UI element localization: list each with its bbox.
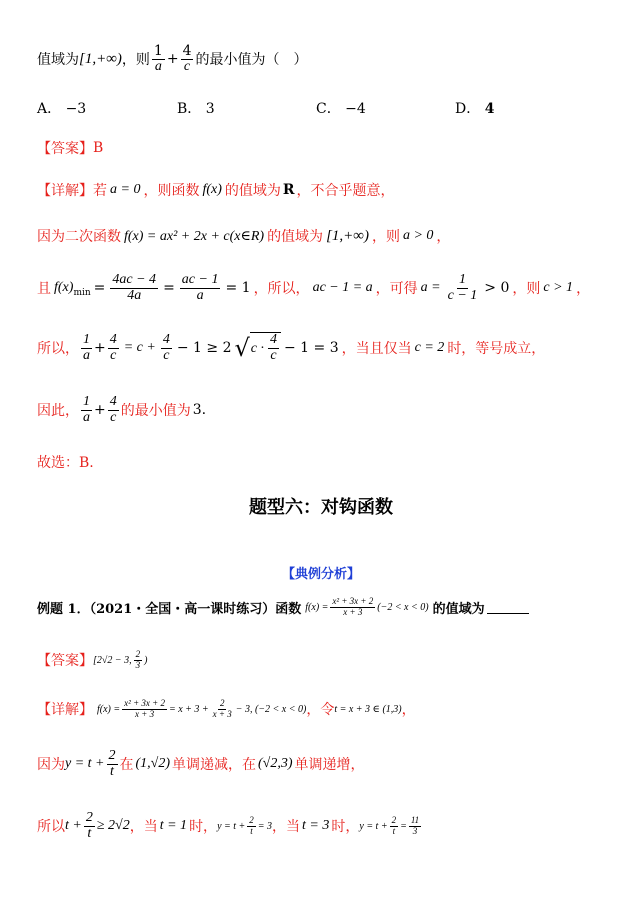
fraction-4-over-c: $\frac{4}{c}$ [182, 42, 192, 74]
math: ) [144, 654, 148, 666]
math [65, 811, 130, 841]
math: t = 3 [302, 818, 330, 833]
math-R: R [282, 182, 295, 198]
subscript: min [73, 288, 91, 298]
math: f(x) [202, 182, 222, 197]
fraction: $\frac{ac - 1}{a}$ [181, 271, 219, 303]
math: y = t + [65, 756, 105, 771]
math: f(x) [54, 280, 74, 295]
detail-tag: 【详解】 [37, 702, 93, 718]
math: f(x) = [305, 601, 329, 613]
example-label: 例题 1．（2021・全国・高一课时练习）函数 [37, 601, 302, 617]
math: t = 1 [159, 818, 188, 833]
text: ，当且仅当 [341, 341, 412, 357]
fraction: $\frac{2}{t}$ [249, 815, 254, 836]
detail1-line-2 [37, 226, 450, 246]
question-suffix: 的最小值为（ ） [195, 52, 308, 68]
fraction: $\frac{1}{a}$ [83, 393, 90, 425]
text: ，所以， [253, 281, 310, 297]
math [65, 749, 120, 779]
text: ，不合乎题意， [296, 183, 395, 199]
text: 若 [93, 183, 107, 199]
math: t + [65, 818, 82, 833]
text: ，当 [129, 819, 158, 835]
math: + [94, 402, 106, 418]
text: 时，等号成立， [447, 341, 546, 357]
math: (−2 < x < 0) [377, 601, 429, 613]
text: ，则 [371, 229, 400, 245]
math: a > 0 [402, 228, 434, 243]
detail1-line-6 [37, 452, 94, 472]
math [97, 699, 306, 719]
option-a: A． −3 [37, 101, 87, 117]
math: ≥ 2√2 [96, 818, 130, 833]
answer-tag: 【答案】 [37, 653, 93, 669]
math: = [163, 280, 175, 296]
sqrt-icon: √ [234, 334, 250, 362]
fraction: $\frac{4}{c}$ [109, 331, 117, 363]
math: − 1 = 3 [284, 340, 339, 356]
text: 的值域为 [432, 601, 485, 617]
answer-blank [487, 601, 529, 614]
math: c > 1 [543, 280, 574, 295]
detail1-line-3 [37, 270, 590, 306]
math [79, 332, 342, 363]
answer-value: B [93, 140, 104, 156]
detail2-line-3 [37, 806, 423, 846]
text: 因此， [37, 403, 79, 419]
answer-line-2 [37, 643, 147, 677]
text: 的值域为 [224, 183, 281, 199]
text: 单调递增， [294, 757, 365, 773]
fraction: $\frac{1}{a}$ [83, 331, 90, 363]
fraction: $\frac{4}{c}$ [270, 332, 277, 363]
text: ，则函数 [143, 183, 200, 199]
text: 因为二次函数 [37, 229, 121, 245]
fraction: $\frac{\text{x² + 3x + 2}}{x + 3}$ [332, 596, 374, 617]
math: a = 0 [110, 182, 141, 197]
detail1-line-5 [37, 392, 206, 428]
detail-tag: 【详解】 [37, 183, 93, 199]
math: (1,√2) [135, 756, 171, 771]
math: 3. [192, 402, 207, 418]
question-line [37, 42, 307, 76]
math: c = 2 [414, 340, 445, 355]
text: ，令 [306, 702, 335, 718]
fraction: $\frac{4}{c}$ [109, 393, 117, 425]
text: 在 [119, 757, 134, 773]
answer-tag: 【答案】 [37, 141, 93, 157]
detail2-line-1 [37, 692, 416, 726]
question-interval: [1,+∞) [79, 50, 122, 67]
option-b: B． 3 [177, 101, 215, 117]
math [93, 650, 147, 670]
math: y = t + [359, 820, 388, 832]
math: f(x) = [97, 703, 121, 715]
text: ， [401, 702, 416, 718]
text: ， [576, 281, 591, 297]
math: t = x + 3 ∈ (1,3) [334, 703, 402, 715]
math: > 0 [484, 280, 510, 296]
text: ，则 [512, 281, 541, 297]
text: 故选：B. [37, 455, 94, 471]
math: a = [420, 280, 441, 295]
option-d: D． 4 [455, 101, 495, 117]
option-c: C． −4 [316, 101, 366, 117]
question-prefix: 值域为 [37, 52, 79, 68]
sqrt-content [250, 332, 281, 363]
math: = [400, 820, 407, 832]
fraction-1-over-a: $\frac{1}{a}$ [153, 42, 163, 74]
text: 因为 [37, 757, 65, 773]
math [359, 816, 423, 836]
plus-sign: + [166, 51, 179, 67]
math: c · [250, 340, 264, 356]
math: = x + 3 + [168, 703, 209, 715]
fraction: $\frac{2}{t}$ [108, 747, 116, 779]
fraction: $\frac{\text{x² + 3x + 2}}{x + 3}$ [124, 698, 165, 719]
text: ，可得 [375, 281, 418, 297]
detail1-line-4 [37, 330, 545, 366]
math: (√2,3) [258, 756, 293, 771]
math: [1,+∞) [326, 227, 369, 244]
fraction: $\frac{4ac - 4}{4a}$ [112, 271, 157, 303]
section-title: 题型六：对钩函数 [249, 497, 393, 518]
question-mid: ，则 [121, 52, 150, 68]
math: [2√2 − 3, [93, 654, 132, 666]
math: f(x) = ax² + 2x + c(x∈R) [124, 228, 265, 244]
math: + [94, 340, 106, 356]
text: 时， [331, 819, 360, 835]
text: 所以， [37, 341, 79, 357]
math: = [93, 280, 106, 296]
text: 的值域为 [267, 229, 324, 245]
fraction: $\frac{11}{3}$ [410, 815, 420, 836]
math [418, 273, 513, 303]
fraction: $\frac{4}{c}$ [162, 331, 170, 363]
math [51, 273, 254, 303]
fraction: $\frac{1}{c - 1}$ [447, 271, 478, 303]
text: 单调递减，在 [172, 757, 257, 773]
math: − 3, (−2 < x < 0) [235, 703, 307, 715]
math: = 3 [257, 820, 273, 832]
math [305, 597, 428, 617]
math: − 1 ≥ 2 [176, 340, 232, 356]
fraction: $\frac{2}{t}$ [85, 809, 93, 841]
math: = c + [123, 340, 156, 355]
math: ac − 1 = a [312, 280, 373, 295]
text: ， [436, 229, 451, 245]
detail2-line-2 [37, 746, 365, 782]
math [217, 816, 272, 836]
fraction: $\frac{2}{t}$ [391, 815, 397, 836]
example-line [37, 590, 529, 624]
fraction: $\frac{2}{x + 3}$ [212, 698, 232, 719]
text: 且 [37, 281, 51, 297]
text: ，当 [272, 819, 301, 835]
subsection-title: 【典例分析】 [281, 567, 360, 582]
answer-line-1 [37, 138, 103, 158]
text: 所以 [37, 819, 65, 835]
detail1-line-1 [37, 180, 395, 200]
fraction: $\frac{2}{3}$ [135, 649, 141, 670]
math: = 1 [225, 280, 251, 296]
text: 的最小值为 [120, 403, 191, 419]
math: y = t + [217, 820, 246, 832]
math [79, 395, 121, 425]
text: 时， [189, 819, 218, 835]
